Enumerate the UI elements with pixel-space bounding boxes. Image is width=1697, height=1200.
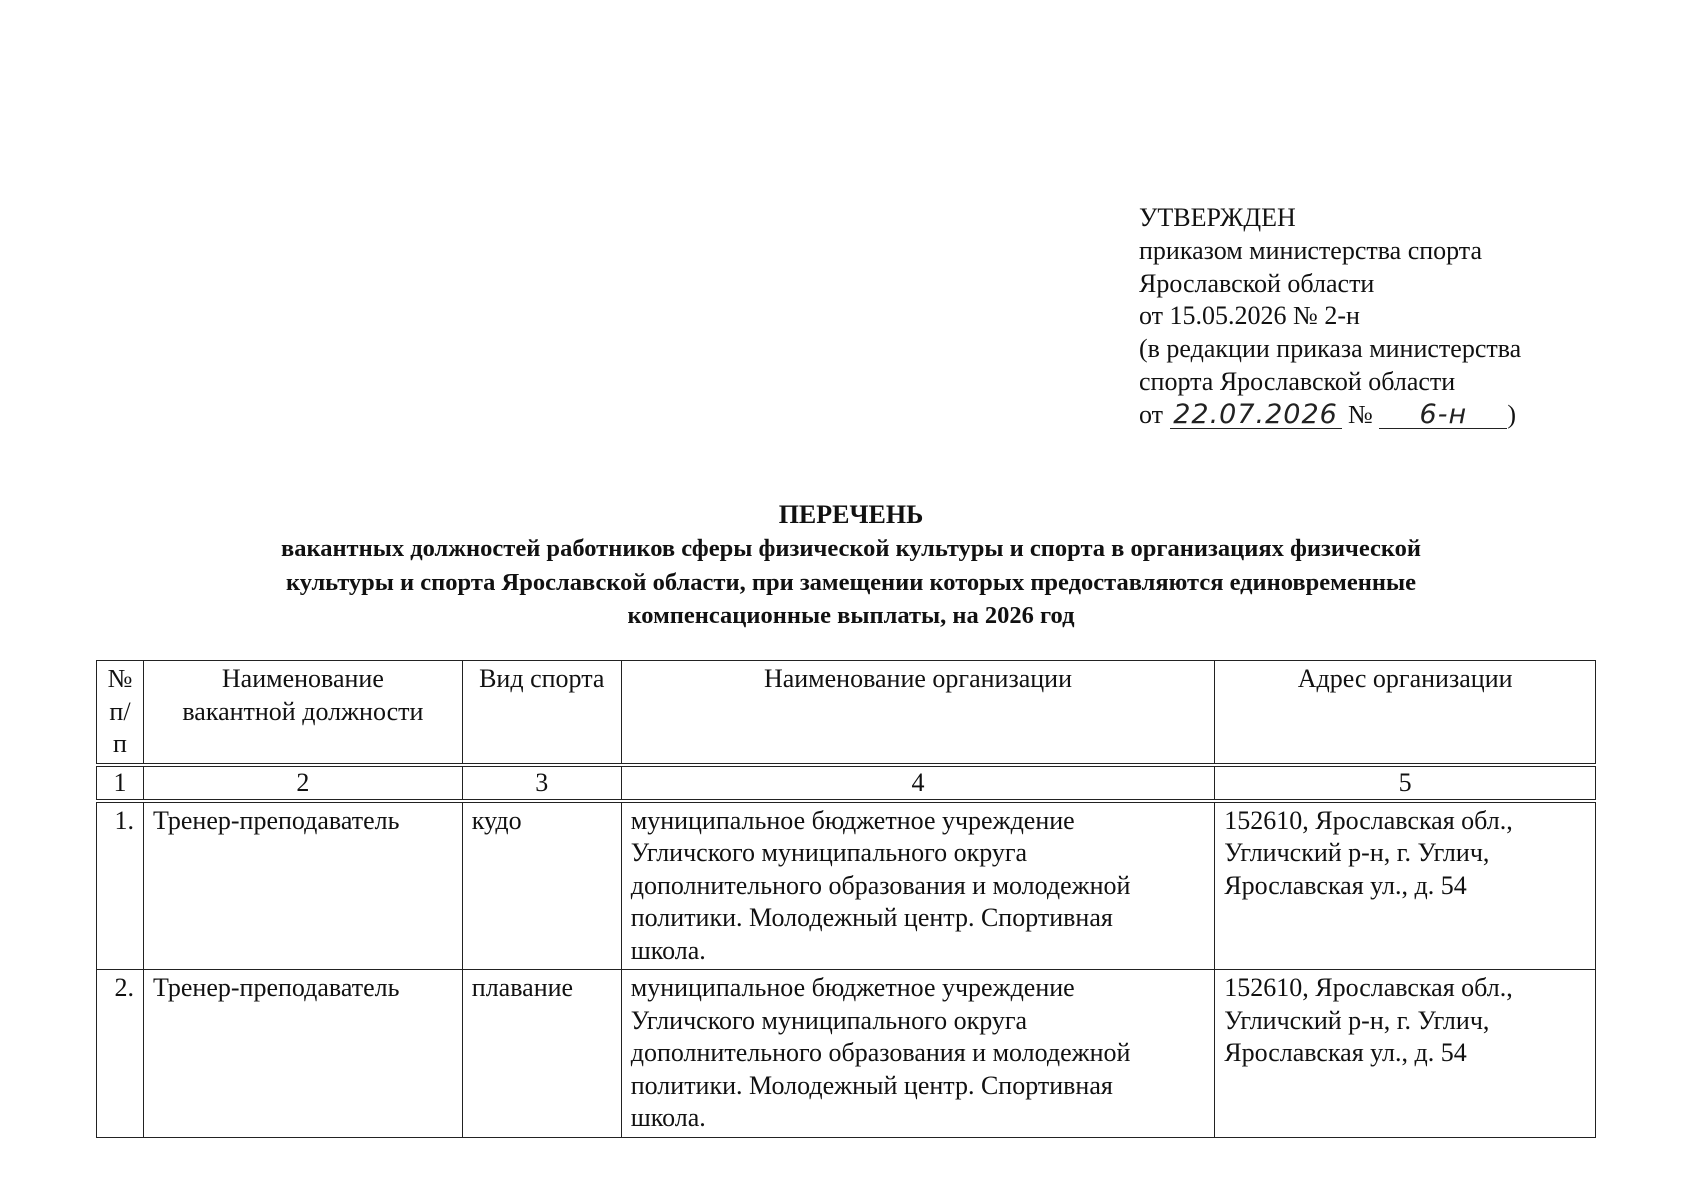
document-title (96, 498, 1606, 633)
address-cell (1215, 801, 1596, 970)
header-text: Наименование (221, 664, 384, 693)
cell-line: 152610, Ярославская обл., (1224, 973, 1513, 1002)
header-address: Адрес организации (1215, 661, 1596, 765)
column-number: 2 (143, 765, 462, 801)
closing-paren: ) (1507, 399, 1517, 429)
cell-line: Угличского муниципального округа (630, 838, 1028, 867)
table-row (97, 801, 1596, 970)
column-number: 1 (97, 765, 144, 801)
sport-cell: кудо (462, 801, 621, 970)
header-text: вакантной должности (182, 696, 424, 726)
table-row (97, 970, 1596, 1138)
cell-line: Угличского муниципального округа (630, 1005, 1028, 1035)
column-number: 5 (1215, 765, 1596, 801)
cell-line: Ярославская ул., д. 54 (1224, 1038, 1467, 1067)
header-text: п/п (109, 696, 131, 758)
header-organization: Наименование организации (621, 661, 1215, 765)
table-header-row (97, 661, 1596, 765)
sport-cell: плавание (462, 970, 621, 1138)
row-number: 1. (97, 801, 144, 970)
approval-line: спорта Ярославской области (1139, 366, 1456, 396)
column-number: 4 (621, 765, 1215, 801)
address-cell (1215, 970, 1596, 1138)
title-heading: ПЕРЕЧЕНЬ (778, 500, 924, 529)
handwritten-number: 6-н (1379, 402, 1507, 429)
cell-line: дополнительного образования и молодежной (630, 1038, 1131, 1067)
cell-line: Угличский р-н, г. Углич, (1224, 838, 1490, 867)
position-cell: Тренер-преподаватель (143, 970, 462, 1138)
approval-stamp (1139, 202, 1521, 432)
organization-cell (621, 801, 1215, 970)
cell-line: политики. Молодежный центр. Спортивная (630, 903, 1113, 932)
approval-line: Ярославской области (1139, 268, 1375, 298)
from-label: от (1139, 399, 1164, 429)
position-cell: Тренер-преподаватель (143, 801, 462, 970)
cell-line: муниципальное бюджетное учреждение (630, 805, 1075, 835)
cell-line: дополнительного образования и молодежной (630, 870, 1131, 900)
cell-line: школа. (630, 1103, 706, 1132)
cell-line: школа. (630, 935, 706, 965)
number-label: № (1348, 399, 1373, 429)
title-line: компенсационные выплаты, на 2026 год (627, 602, 1075, 629)
header-text: № (107, 664, 133, 693)
cell-line: политики. Молодежный центр. Спортивная (630, 1070, 1113, 1100)
header-sport: Вид спорта (462, 661, 621, 765)
cell-line: Угличский р-н, г. Углич, (1224, 1005, 1490, 1035)
organization-cell (621, 970, 1215, 1138)
header-position (143, 661, 462, 765)
approval-line: приказом министерства спорта (1139, 235, 1483, 265)
row-number: 2. (97, 970, 144, 1138)
approval-heading: УТВЕРЖДЕН (1139, 203, 1296, 232)
handwritten-date: 22.07.2026 (1170, 402, 1342, 429)
column-number-row (97, 765, 1596, 801)
cell-line: Ярославская ул., д. 54 (1224, 870, 1467, 900)
cell-line: 152610, Ярославская обл., (1224, 805, 1513, 835)
approval-line: от 15.05.2026 № 2-н (1139, 301, 1360, 331)
title-line: вакантных должностей работников сферы физической культуры и спорта в организациях физической (280, 535, 1422, 562)
column-number: 3 (462, 765, 621, 801)
vacancies-table (96, 660, 1596, 1138)
header-number (97, 661, 144, 765)
amendment-line (1139, 399, 1521, 432)
title-line: культуры и спорта Ярославской области, при замещении которых предоставляются единовременные (286, 568, 1416, 596)
cell-line: муниципальное бюджетное учреждение (630, 973, 1075, 1002)
approval-line: (в редакции приказа министерства (1139, 334, 1522, 364)
